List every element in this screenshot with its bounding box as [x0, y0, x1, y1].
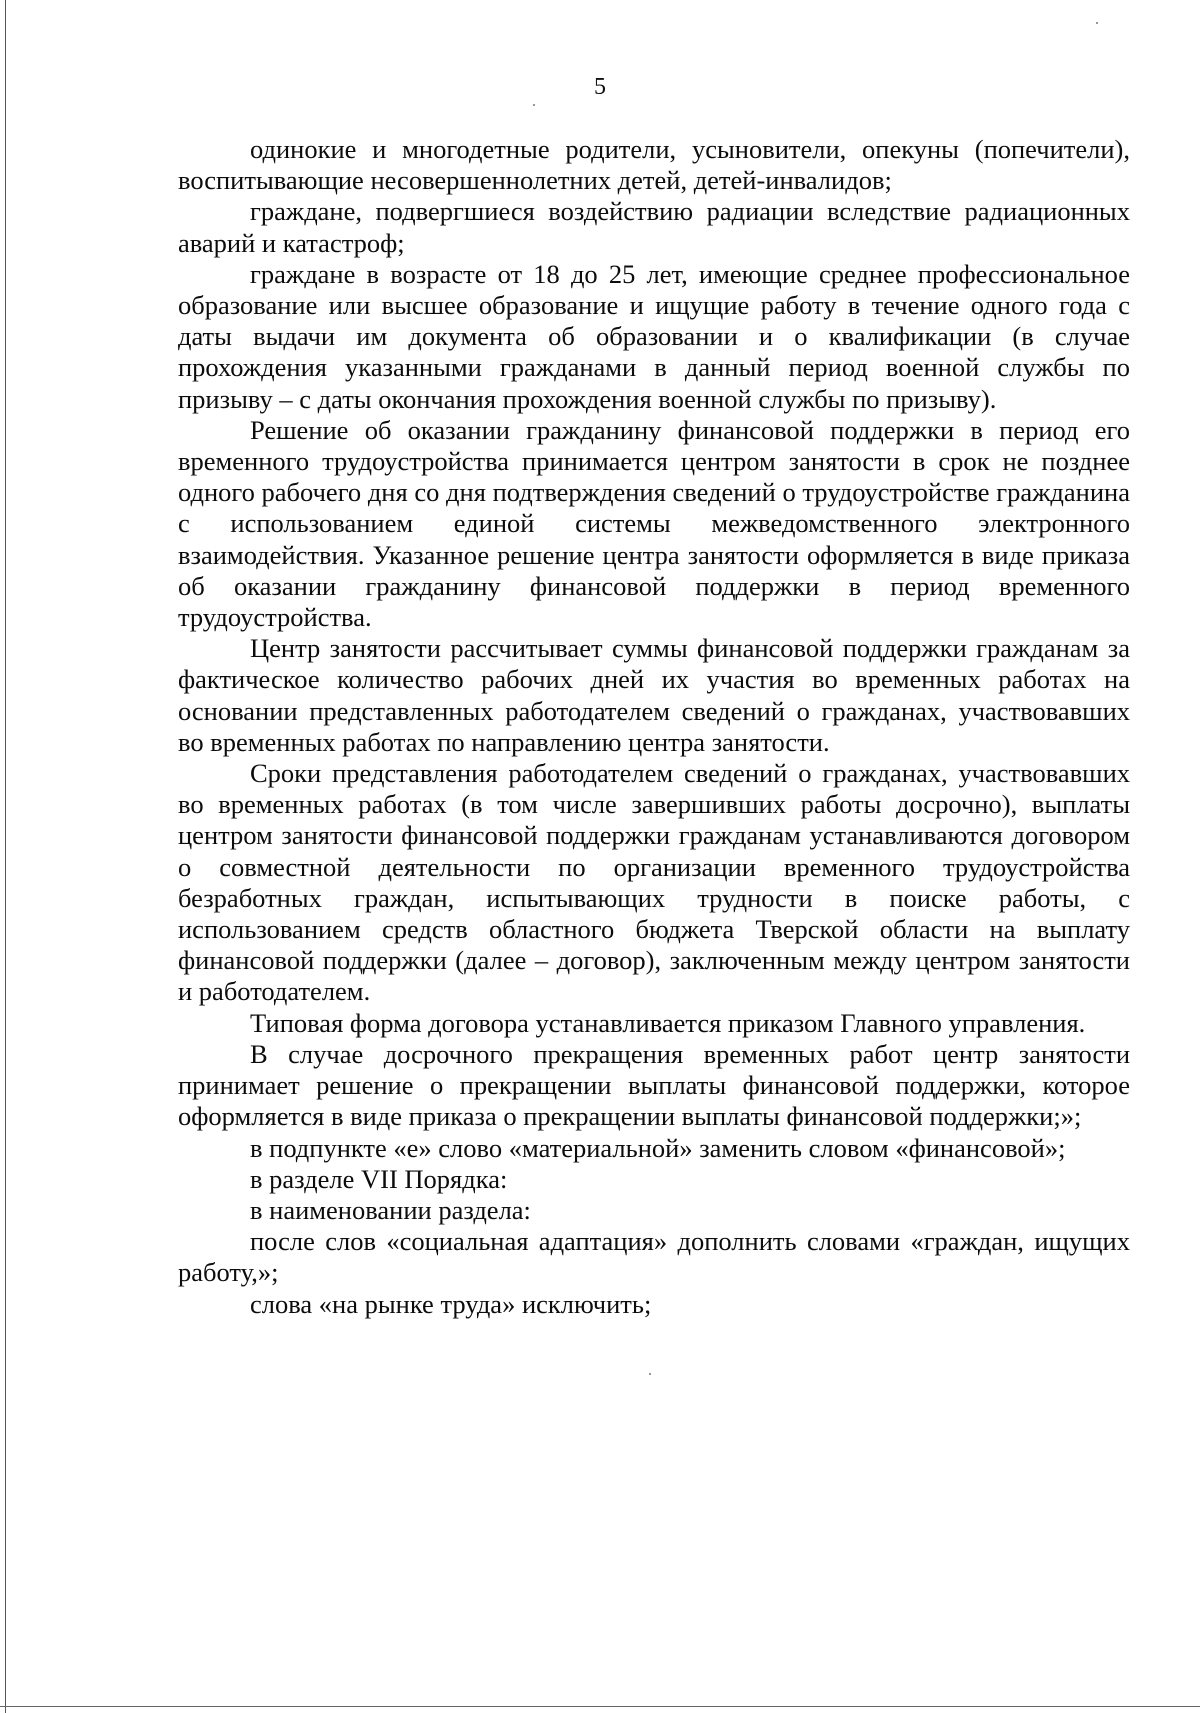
scan-speck: [533, 104, 535, 106]
paragraph: Сроки представления работодателем сведений о гражданах, участвовавших во временных работах (в том числе завершивших работы досрочно), выплаты центром занятости финансовой поддержки гражданам устанавливаются договором о совместной деятельности по организации временного трудоустройства безработных граждан, испытывающих трудности в поиске работы, с использованием средств областного бюджета Тверской области на выплату финансовой поддержки (далее – договор), заключенным между центром занятости и работодателем.: [178, 758, 1130, 1007]
paragraph: в подпункте «е» слово «материальной» заменить словом «финансовой»;: [250, 1132, 1066, 1163]
paragraph: В случае досрочного прекращения временных работ центр занятости принимает решение о прекращении выплаты финансовой поддержки, которое оформляется в виде приказа о прекращении выплаты финансовой поддержки;»;: [178, 1038, 1130, 1132]
paragraph: Решение об оказании гражданину финансовой поддержки в период его временного трудоустройства принимается центром занятости в срок не позднее одного рабочего дня со дня подтверждения сведений о трудоустройстве гражданина с использованием единой системы межведомственного электронного взаимодействия. Указанное решение центра занятости оформляется в виде приказа об оказании гражданину финансовой поддержки в период временного трудоустройства.: [178, 414, 1130, 633]
document-body: [178, 134, 1130, 1320]
paragraph: слова «на рынке труда» исключить;: [250, 1288, 652, 1319]
scan-edge-bottom: [0, 1706, 1200, 1707]
paragraph: в разделе VII Порядка:: [250, 1163, 508, 1194]
paragraph: Типовая форма договора устанавливается приказом Главного управления.: [250, 1007, 1086, 1038]
page-number: 5: [594, 74, 606, 100]
paragraph: после слов «социальная адаптация» дополнить словами «граждан, ищущих работу,»;: [178, 1226, 1130, 1288]
paragraph: граждане в возрасте от 18 до 25 лет, имеющие среднее профессиональное образование или высшее образование и ищущие работу в течение одного года с даты выдачи им документа об образовании и о квалификации (в случае прохождения указанными гражданами в данный период военной службы по призыву – с даты окончания прохождения военной службы по призыву).: [178, 258, 1130, 414]
paragraph: граждане, подвергшиеся воздействию радиации вследствие радиационных аварий и катастроф;: [178, 196, 1130, 258]
paragraph: Центр занятости рассчитывает суммы финансовой поддержки гражданам за фактическое количество рабочих дней их участия во временных работах на основании представленных работодателем сведений о гражданах, участвовавших во временных работах по направлению центра занятости.: [178, 633, 1130, 757]
paragraph: в наименовании раздела:: [250, 1194, 531, 1225]
paragraph: одинокие и многодетные родители, усыновители, опекуны (попечители), воспитывающие несовершеннолетних детей, детей-инвалидов;: [178, 134, 1130, 196]
scan-speck: [1096, 22, 1098, 24]
scan-edge-left: [5, 0, 6, 1713]
scan-speck: [649, 1373, 651, 1375]
